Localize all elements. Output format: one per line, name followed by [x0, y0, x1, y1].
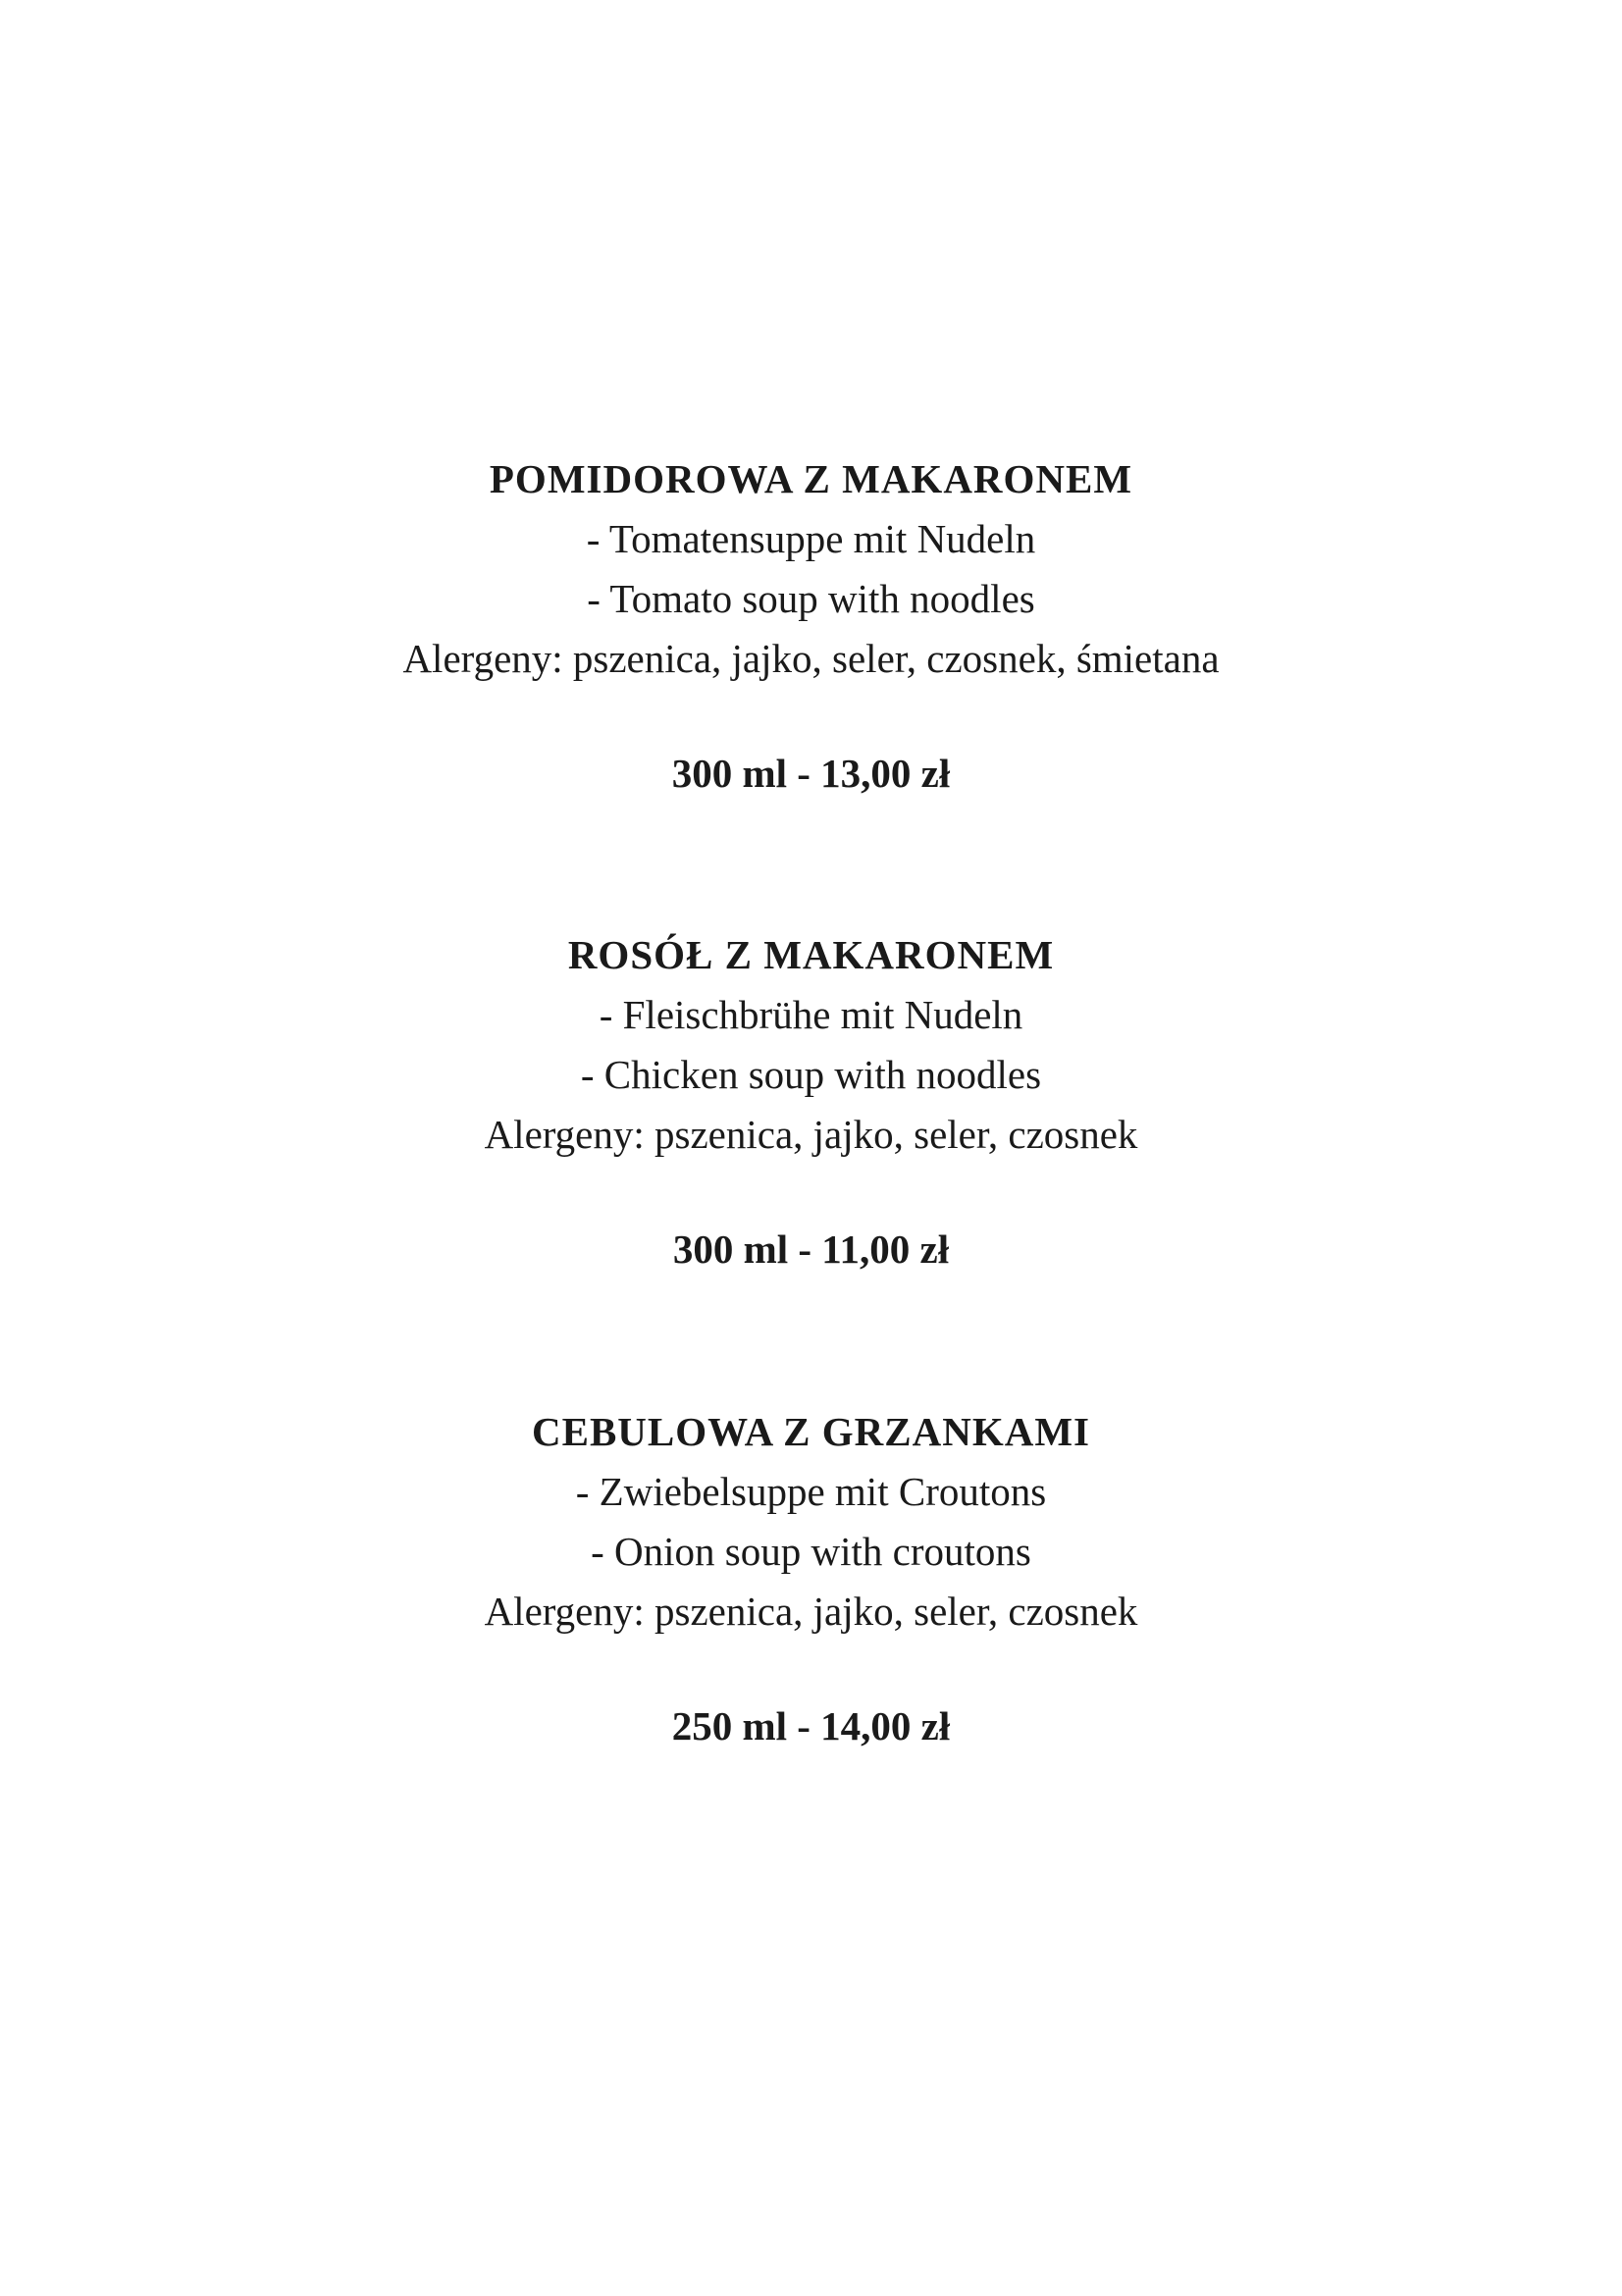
dish-title: POMIDOROWA Z MAKARONEM — [489, 456, 1133, 501]
dish-name-german: - Zwiebelsuppe mit Croutons — [575, 1469, 1047, 1514]
dish-allergens: Alergeny: pszenica, jajko, seler, czosnek — [484, 1589, 1138, 1634]
dish-price: 300 ml - 13,00 zł — [671, 751, 951, 796]
dish-title: ROSÓŁ Z MAKARONEM — [567, 932, 1055, 977]
dish-allergens: Alergeny: pszenica, jajko, seler, czosnek, śmietana — [402, 636, 1220, 681]
dish-name-english: - Chicken soup with noodles — [580, 1052, 1042, 1097]
dish-price: 250 ml - 14,00 zł — [671, 1703, 951, 1748]
menu-item-onion-soup — [0, 1402, 1622, 1756]
menu-item-tomato-soup — [0, 449, 1622, 804]
dish-name-german: - Fleischbrühe mit Nudeln — [599, 992, 1023, 1037]
dish-name-german: - Tomatensuppe mit Nudeln — [586, 516, 1036, 561]
dish-title: CEBULOWA Z GRZANKAMI — [531, 1409, 1090, 1454]
dish-name-english: - Tomato soup with noodles — [587, 576, 1035, 621]
dish-name-english: - Onion soup with croutons — [591, 1529, 1031, 1574]
dish-allergens: Alergeny: pszenica, jajko, seler, czosnek — [484, 1112, 1138, 1157]
dish-price: 300 ml - 11,00 zł — [672, 1226, 950, 1272]
menu-item-chicken-soup — [0, 925, 1622, 1279]
